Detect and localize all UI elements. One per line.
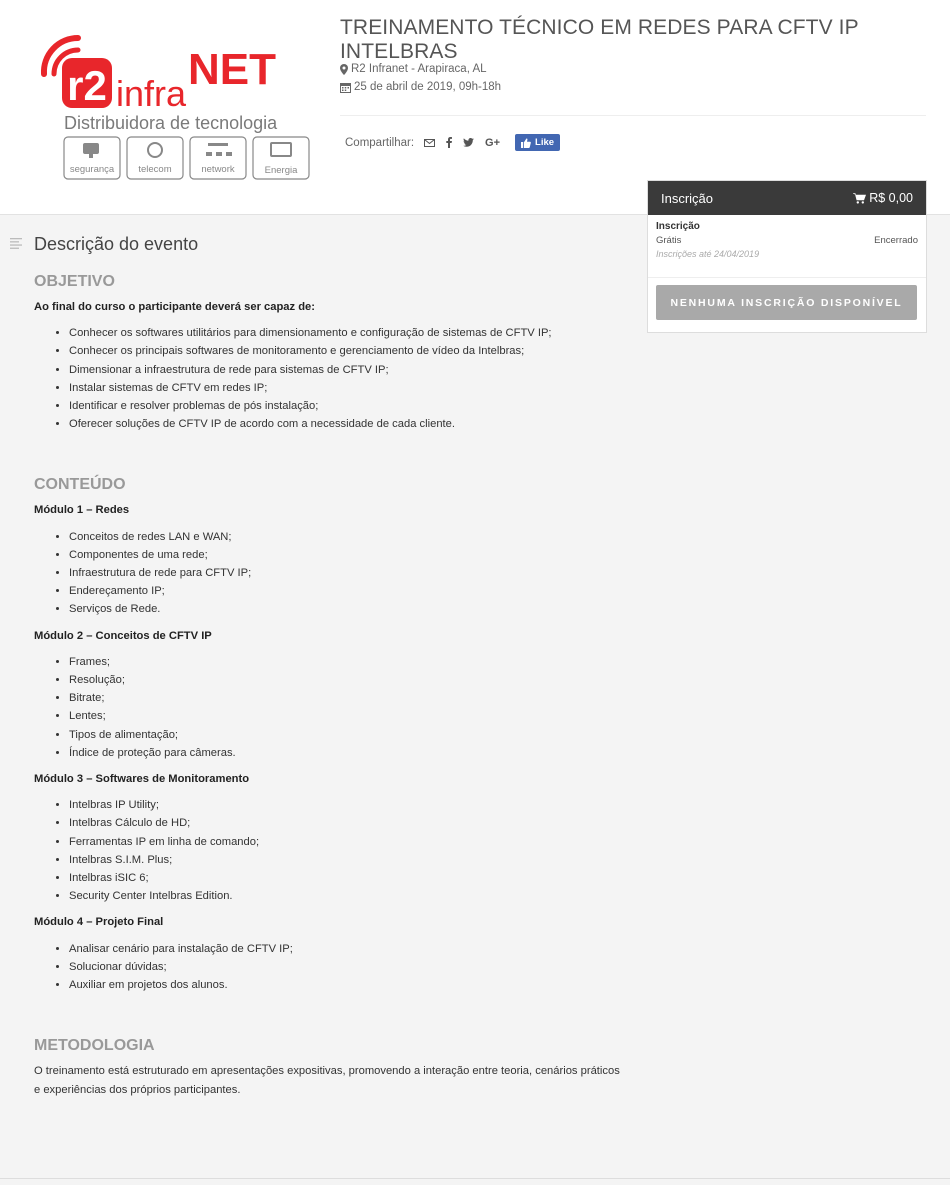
list-item: • Solucionar dúvidas; bbox=[69, 958, 624, 976]
module-list bbox=[34, 940, 624, 995]
event-title: TREINAMENTO TÉCNICO EM REDES PARA CFTV IP INTELBRAS bbox=[340, 16, 859, 63]
svg-text:NET: NET bbox=[188, 45, 276, 94]
svg-text:r2: r2 bbox=[67, 62, 107, 109]
map-marker-icon bbox=[340, 64, 348, 75]
list-item: • Dimensionar a infraestrutura de rede para sistemas de CFTV IP; bbox=[69, 361, 624, 379]
module-title: Módulo 2 – Conceitos de CFTV IP bbox=[34, 629, 212, 642]
align-left-icon bbox=[10, 238, 22, 249]
event-date-text: 25 de abril de 2019, 09h-18h bbox=[354, 81, 502, 93]
calendar-icon bbox=[340, 82, 351, 93]
share-label: Compartilhar: bbox=[345, 136, 415, 149]
module-title: Módulo 1 – Redes bbox=[34, 504, 130, 517]
google-plus-icon[interactable]: G+ bbox=[485, 136, 501, 149]
module-list bbox=[34, 653, 624, 762]
list-item: • Endereçamento IP; bbox=[69, 582, 624, 600]
svg-text:telecom: telecom bbox=[138, 164, 172, 175]
registration-total bbox=[853, 191, 913, 205]
module-title: Módulo 4 – Projeto Final bbox=[34, 916, 164, 929]
svg-text:Energia: Energia bbox=[264, 165, 298, 176]
list-item: • Auxiliar em projetos dos alunos. bbox=[69, 976, 624, 994]
list-item: • Intelbras IP Utility; bbox=[69, 796, 624, 814]
module-title: Módulo 3 – Softwares de Monitoramento bbox=[34, 773, 250, 786]
conteudo-heading: CONTEÚDO bbox=[34, 476, 126, 494]
module-list bbox=[34, 796, 624, 905]
objetivo-list bbox=[34, 324, 624, 433]
divider bbox=[340, 115, 926, 116]
list-item: • Bitrate; bbox=[69, 689, 624, 707]
list-item: • Analisar cenário para instalação de CFTV IP; bbox=[69, 940, 624, 958]
list-item: • Instalar sistemas de CFTV em redes IP; bbox=[69, 379, 624, 397]
list-item: • Frames; bbox=[69, 653, 624, 671]
list-item: • Componentes de uma rede; bbox=[69, 546, 624, 564]
list-item: • Oferecer soluções de CFTV IP de acordo com a necessidade de cada cliente. bbox=[69, 415, 624, 433]
objetivo-intro: Ao final do curso o participante deverá ser capaz de: bbox=[34, 301, 316, 313]
description-title: Descrição do evento bbox=[34, 234, 199, 254]
ticket-name: Inscrição bbox=[656, 221, 700, 232]
list-item: • Tipos de alimentação; bbox=[69, 726, 624, 744]
facebook-icon[interactable] bbox=[446, 137, 452, 148]
list-item: • Intelbras iSIC 6; bbox=[69, 869, 624, 887]
registration-header-title: Inscrição bbox=[661, 190, 714, 206]
list-item: • Intelbras S.I.M. Plus; bbox=[69, 851, 624, 869]
event-date bbox=[340, 81, 501, 93]
list-item: • Ferramentas IP em linha de comando; bbox=[69, 833, 624, 851]
svg-text:Distribuidora de tecnologia: Distribuidora de tecnologia bbox=[64, 113, 278, 133]
list-item: • Conhecer os principais softwares de monitoramento e gerenciamento de vídeo da Intelbras; bbox=[69, 342, 624, 360]
ticket-type: Grátis bbox=[656, 235, 682, 246]
list-item: • Security Center Intelbras Edition. bbox=[69, 887, 624, 905]
list-item: • Conceitos de redes LAN e WAN; bbox=[69, 528, 624, 546]
envelope-icon[interactable] bbox=[424, 139, 435, 147]
svg-text:network: network bbox=[201, 164, 235, 175]
registration-header bbox=[648, 181, 926, 215]
metodologia-heading: METODOLOGIA bbox=[34, 1037, 155, 1055]
list-item: • Resolução; bbox=[69, 671, 624, 689]
list-item: • Serviços de Rede. bbox=[69, 600, 624, 618]
list-item: • Infraestrutura de rede para CFTV IP; bbox=[69, 564, 624, 582]
facebook-like-button[interactable] bbox=[515, 134, 560, 151]
metodologia-text: O treinamento está estruturado em apresentações expositivas, promovendo a interação entre teoria, cenários práticos e experiências dos próprios participantes. bbox=[34, 1065, 620, 1096]
module-list bbox=[34, 528, 624, 619]
ticket-deadline: Inscrições até 24/04/2019 bbox=[656, 249, 760, 259]
objetivo-heading: OBJETIVO bbox=[34, 273, 115, 290]
thumbs-up-icon bbox=[521, 138, 531, 148]
list-item: • Conhecer os softwares utilitários para dimensionamento e configuração de sistemas de CFTV IP; bbox=[69, 324, 624, 342]
like-label: Like bbox=[535, 137, 555, 148]
list-item: • Identificar e resolver problemas de pós instalação; bbox=[69, 397, 624, 415]
list-item: • Lentes; bbox=[69, 707, 624, 725]
event-location-text: R2 Infranet - Arapiraca, AL bbox=[351, 63, 487, 75]
event-description bbox=[34, 232, 624, 1099]
shopping-cart-icon bbox=[853, 193, 866, 204]
r2-infranet-logo[interactable] bbox=[40, 28, 312, 184]
registration-panel bbox=[647, 180, 927, 333]
footer-divider bbox=[0, 1178, 950, 1179]
registration-total-value: R$ 0,00 bbox=[869, 191, 913, 205]
twitter-icon[interactable] bbox=[463, 138, 474, 147]
share-bar bbox=[345, 134, 560, 151]
svg-text:infra: infra bbox=[116, 73, 187, 114]
no-registration-button[interactable]: NENHUMA INSCRIÇÃO DISPONÍVEL bbox=[656, 285, 917, 320]
list-item: • Índice de proteção para câmeras. bbox=[69, 744, 624, 762]
ticket-status: Encerrado bbox=[874, 235, 918, 246]
svg-text:segurança: segurança bbox=[69, 164, 115, 175]
event-location bbox=[340, 63, 487, 75]
ticket-item bbox=[648, 215, 926, 278]
list-item: • Intelbras Cálculo de HD; bbox=[69, 814, 624, 832]
